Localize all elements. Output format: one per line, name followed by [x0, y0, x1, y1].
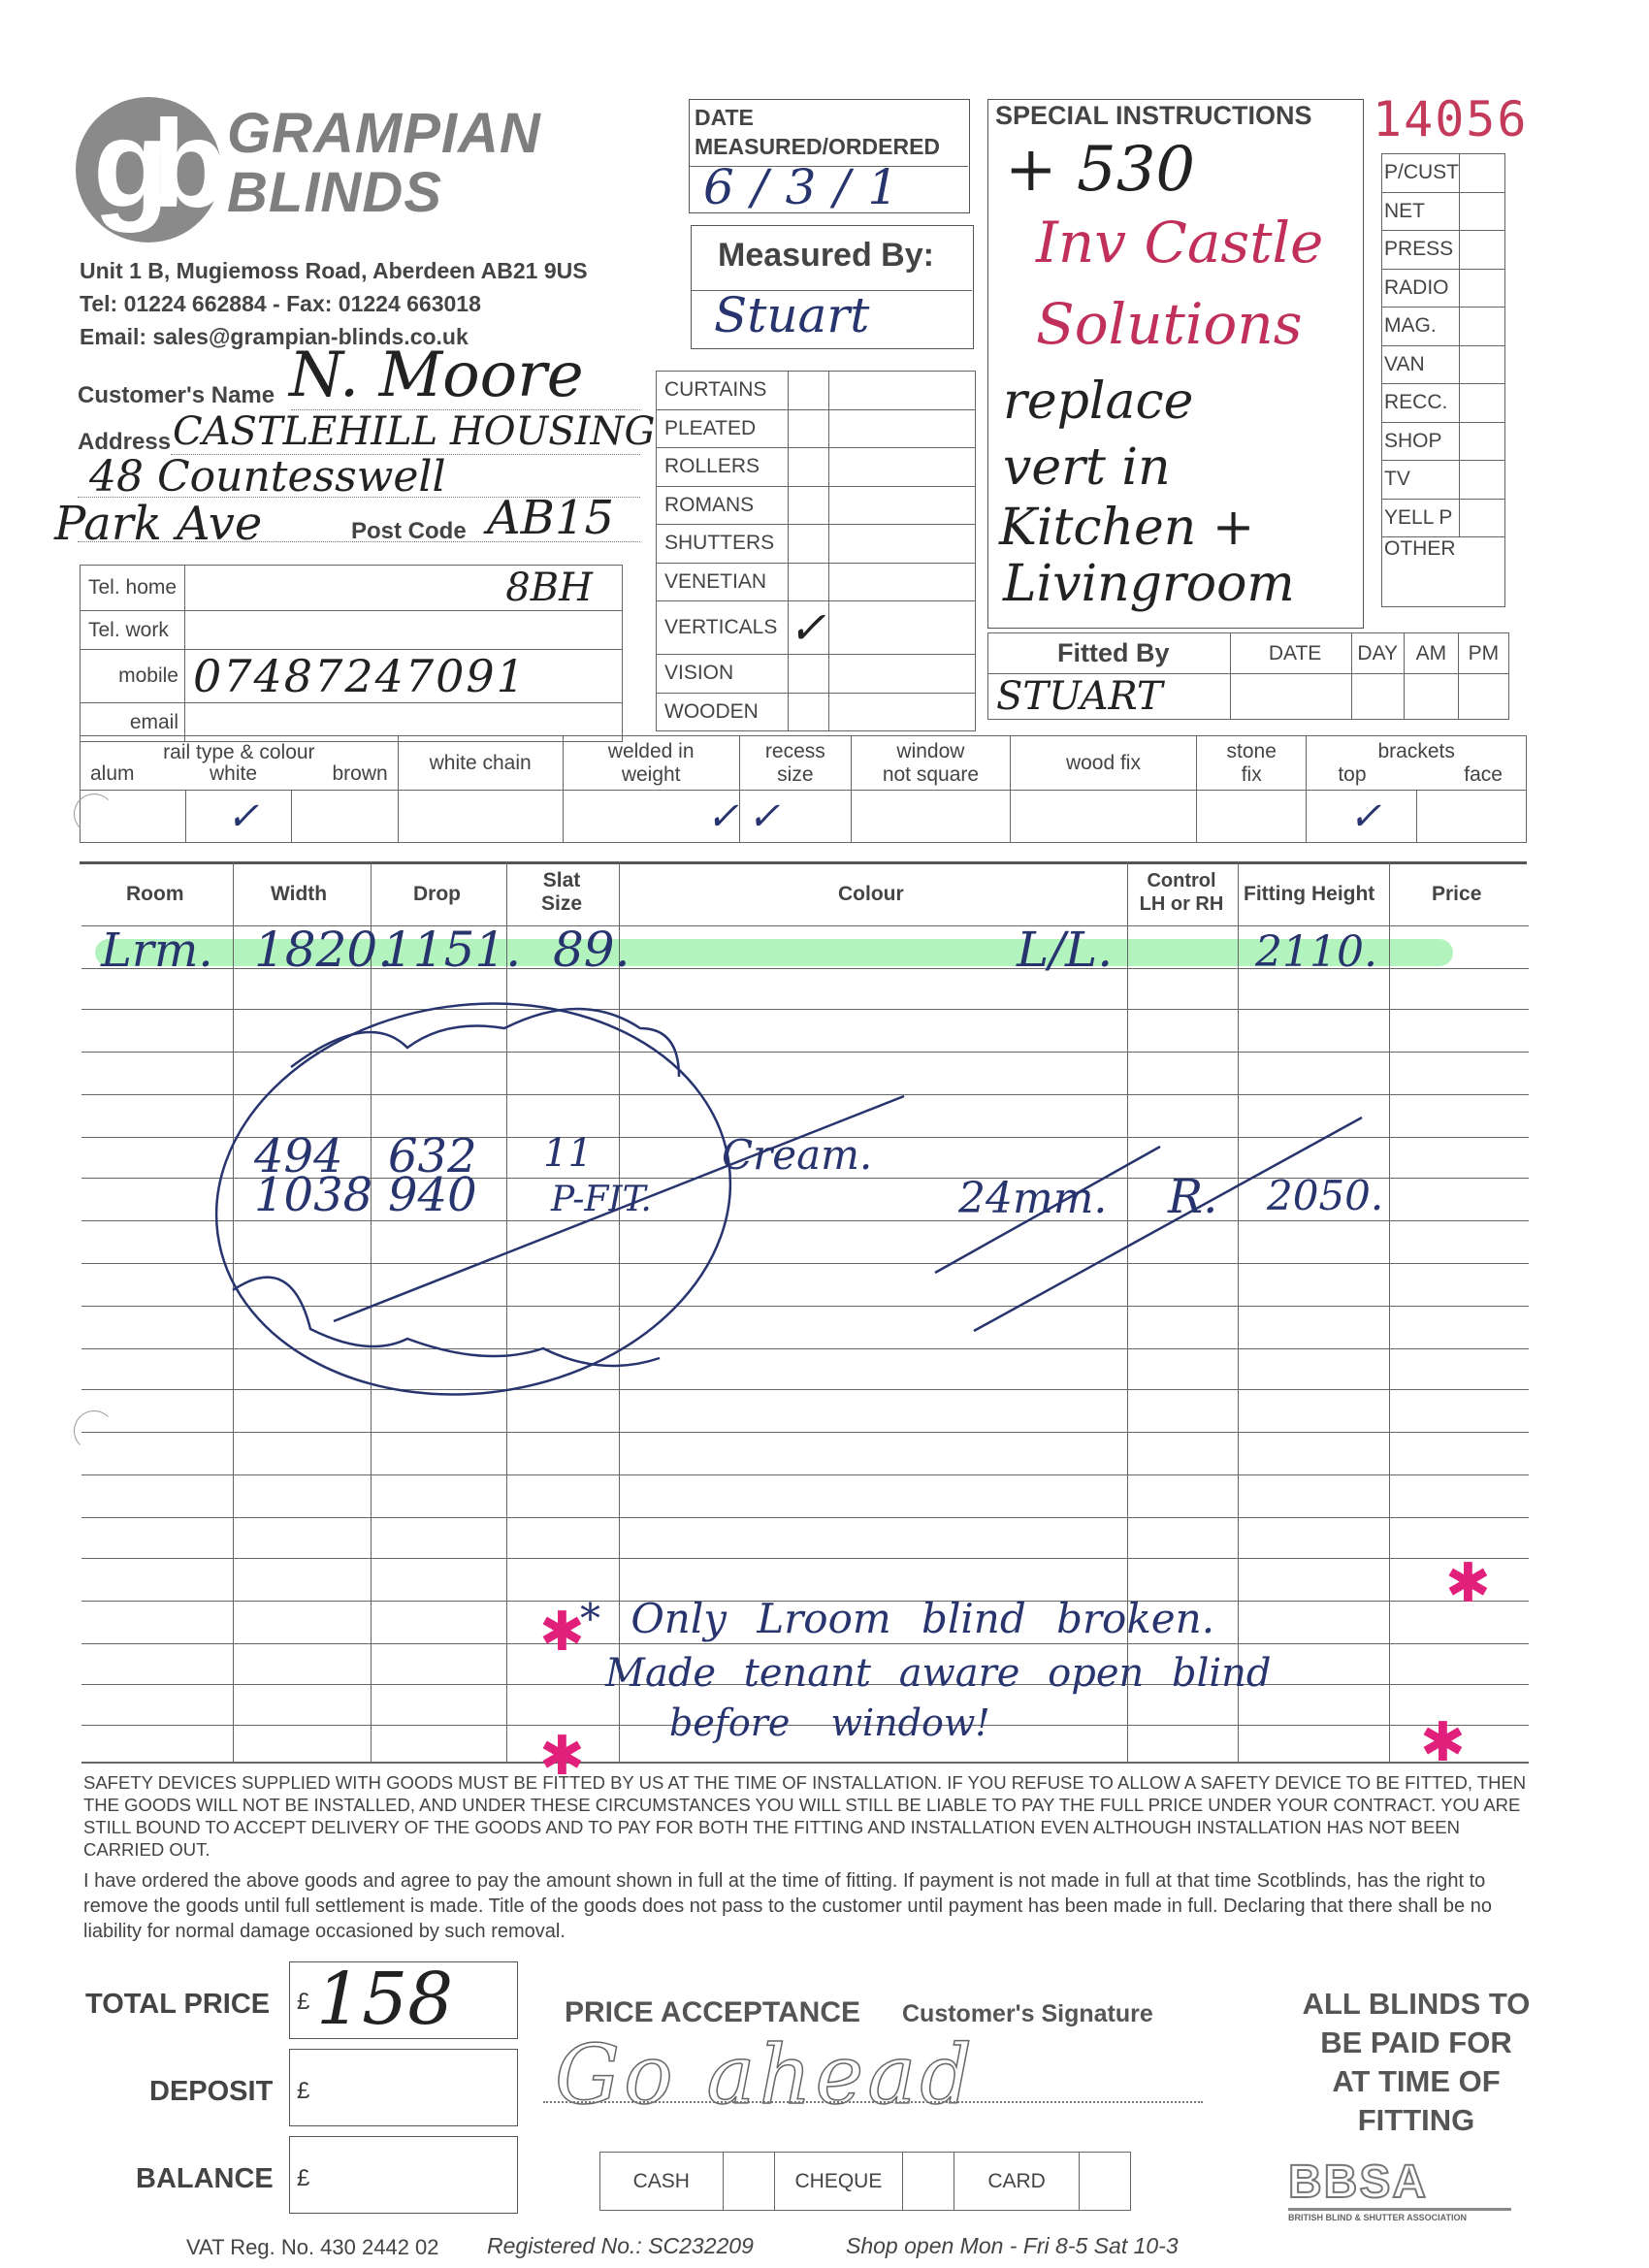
pink-mark-3: ✱ [539, 1725, 585, 1788]
special-instructions-label: SPECIAL INSTRUCTIONS [995, 101, 1312, 130]
special-note3[interactable]: Kitchen + [999, 499, 1255, 557]
customer-signature-label: Customer's Signature [902, 2000, 1153, 2027]
fitted-by-text: STUART [996, 674, 1163, 719]
total-price-label: TOTAL PRICE [85, 1989, 271, 2020]
source-option-label: RECC. [1382, 384, 1460, 423]
total-currency: £ [297, 1989, 310, 2015]
rail-type-label: rail type & colour [163, 740, 315, 763]
wood-fix-label: wood fix [1010, 736, 1196, 791]
company-name-line2: BLINDS [227, 161, 442, 224]
source-option-label: PRESS [1382, 231, 1460, 270]
notice-line3: AT TIME OF [1332, 2064, 1501, 2098]
crossed-slat-2: P-FIT. [551, 1180, 652, 1219]
deposit-label: DEPOSIT [149, 2076, 274, 2107]
company-address: Unit 1 B, Mugiemoss Road, Aberdeen AB21 9US [80, 258, 588, 283]
fitted-am-label: AM [1404, 633, 1458, 674]
header-control: Control LH or RH [1139, 870, 1224, 915]
stone-label-1: stone [1226, 739, 1277, 762]
tel-work-label: Tel. work [81, 611, 185, 650]
source-option-label: VAN [1382, 345, 1460, 384]
company-phone: Tel: 01224 662884 - Fax: 01224 663018 [80, 291, 481, 316]
agreement-text: I have ordered the above goods and agree to pay the amount shown in full at the time of fitting. If payment is not made in full at that time Scotblinds, has the right to remove the goods until full settlement is made. Title of the goods does not pass to the customer until payment has been made in full. Declaring that there shall be no liability for normal damage occasioned by such removal. [83, 1870, 1492, 1942]
header-width: Width [271, 883, 328, 905]
balance-label: BALANCE [136, 2163, 274, 2194]
crossed-fitting: 2050. [1267, 1172, 1384, 1219]
white-tick: ✓ [226, 794, 260, 839]
notice-line4: FITTING [1357, 2103, 1475, 2137]
payment-methods-table [599, 2152, 1131, 2211]
header-price: Price [1432, 883, 1482, 905]
order-number: 14056 [1373, 91, 1529, 147]
payment-notice [1242, 1985, 1591, 2140]
recess-label-2: size [777, 762, 814, 786]
header-colour: Colour [838, 883, 904, 905]
logo-letters: gb [93, 95, 210, 234]
crossed-slat-mm: 24mm. [958, 1174, 1108, 1223]
white-label: white [210, 761, 258, 785]
crossed-slat-1: 11 [543, 1131, 593, 1176]
wave-scribble-top [291, 1009, 679, 1077]
top-tick: ✓ [1348, 794, 1382, 839]
crossed-drop-2: 940 [388, 1168, 477, 1222]
address-line2[interactable]: 48 Countesswell [89, 452, 446, 502]
balance-currency: £ [297, 2165, 310, 2191]
crossed-width-2: 1038 [254, 1168, 373, 1222]
verticals-tick: ✓ [789, 601, 826, 654]
date-value[interactable]: 6/3/1 [703, 159, 917, 215]
mobile-text: 07487247091 [193, 650, 527, 702]
punch-hole-bottom [74, 1410, 114, 1451]
source-option-label: YELL P [1382, 499, 1460, 537]
special-note4[interactable]: Livingroom [1003, 555, 1295, 613]
row1-width[interactable]: 1820. [254, 922, 394, 978]
brown-label: brown [332, 761, 388, 785]
special-note1[interactable]: replace [1003, 373, 1194, 431]
price-acceptance-label: PRICE ACCEPTANCE [565, 1996, 861, 2028]
signature-value[interactable]: Go ahead [555, 2027, 977, 2122]
address-label: Address [78, 429, 172, 455]
address-line3[interactable]: Park Ave [54, 497, 263, 551]
row1-room[interactable]: Lrm. [101, 923, 213, 978]
notice-line2: BE PAID FOR [1320, 2025, 1512, 2059]
header-fitting: Fitting Height [1244, 883, 1375, 905]
card-check[interactable] [1079, 2153, 1130, 2211]
row1-drop[interactable]: 1151. [382, 922, 522, 978]
measured-by-label: Measured By: [718, 237, 934, 274]
note-line1: * Only Lroom blind broken. [580, 1595, 1215, 1642]
source-option-label: RADIO [1382, 269, 1460, 308]
stone-label-2: fix [1241, 762, 1262, 786]
header-drop: Drop [413, 883, 461, 905]
welded-label-1: welded in [607, 739, 695, 762]
pink-mark-2: ✱ [1445, 1552, 1491, 1615]
special-line3[interactable]: Solutions [1036, 291, 1303, 357]
signature-line [543, 2101, 1203, 2103]
product-type-label: SHUTTERS [657, 525, 789, 564]
recess-label-1: recess [764, 739, 825, 762]
vat-number: VAT Reg. No. 430 2442 02 [186, 2235, 439, 2259]
bbsa-sub: BRITISH BLIND & SHUTTER ASSOCIATION [1288, 2213, 1467, 2222]
registered-number: Registered No.: SC232209 [487, 2233, 754, 2258]
welded-tick: ✓ [706, 794, 739, 839]
product-type-label: WOODEN [657, 693, 789, 731]
cheque-check[interactable] [903, 2153, 954, 2211]
company-name-line1: GRAMPIAN [227, 102, 541, 165]
deposit-field[interactable] [289, 2049, 518, 2126]
row1-slat[interactable]: 89. [553, 922, 630, 978]
source-option-label: TV [1382, 461, 1460, 500]
postcode-value[interactable]: AB15 [487, 491, 615, 545]
top-label: top [1338, 762, 1367, 786]
card-label: CARD [954, 2153, 1080, 2211]
source-option-label: MAG. [1382, 308, 1460, 346]
note-line3: before window! [669, 1701, 990, 1744]
row1-control[interactable]: L/L. [1017, 922, 1114, 978]
punch-hole-top [74, 794, 114, 834]
measured-by-value[interactable]: Stuart [714, 287, 870, 343]
product-type-label: ROLLERS [657, 448, 789, 487]
pink-mark-1: ✱ [539, 1601, 585, 1664]
fitted-by-label: Fitted By [988, 633, 1231, 674]
total-price-value: 158 [316, 1958, 454, 2041]
cash-label: CASH [600, 2153, 724, 2211]
source-option-label: P/CUST [1382, 154, 1460, 193]
note-line2: Made tenant aware open blind [605, 1651, 1272, 1696]
special-line2[interactable]: Inv Castle [1036, 210, 1324, 275]
face-label: face [1464, 762, 1503, 786]
product-type-label: VENETIAN [657, 563, 789, 601]
crossed-width-1: 494 [254, 1129, 343, 1183]
address-line1[interactable]: CASTLEHILL HOUSING [173, 409, 656, 454]
brackets-label: brackets [1377, 739, 1455, 762]
product-type-label: VERTICALS [657, 601, 789, 655]
window-label-1: window [896, 739, 965, 762]
crossed-drop-1: 632 [388, 1129, 477, 1183]
mobile-label: mobile [81, 650, 185, 703]
header-slat: Slat Size [540, 869, 583, 915]
welded-label-2: weight [621, 762, 681, 786]
notice-line1: ALL BLINDS TO [1302, 1987, 1531, 2021]
shop-hours: Shop open Mon - Fri 8-5 Sat 10-3 [846, 2233, 1179, 2258]
recess-tick: ✓ [747, 794, 781, 839]
safety-text: SAFETY DEVICES SUPPLIED WITH GOODS MUST BE FITTED BY US AT THE TIME OF INSTALLATION. IF YOU REFUSE TO ALLOW A SAFETY DEVICE TO BE FITTED, THEN THE GOODS WILL NOT BE INSTALLED, AND UNDER THESE CIRCUMSTANCES YOU WILL STILL BE LIABLE TO PAY THE FULL PRICE UNDER YOUR CONTRACT. YOU ARE STILL BOUND TO ACCEPT DELIVERY OF THE GOODS AND TO PAY FOR BOTH THE FITTING AND INSTALLATION EVEN ALTHOUGH INSTALLATION HAS NOT BEEN CARRIED OUT. [83, 1772, 1527, 1860]
tel-home-label: Tel. home [81, 566, 185, 611]
deposit-currency: £ [297, 2078, 310, 2104]
date-label-1: DATE [695, 105, 754, 130]
fitted-pm-label: PM [1458, 633, 1508, 674]
crossed-control: R. [1168, 1170, 1218, 1224]
source-option-label: NET [1382, 192, 1460, 231]
strike-line-3 [974, 1118, 1362, 1331]
tel-home-text: 8BH [505, 566, 593, 610]
row1-fitting[interactable]: 2110. [1255, 927, 1377, 977]
cash-check[interactable] [723, 2153, 774, 2211]
fitted-date-label: DATE [1231, 633, 1351, 674]
product-type-label: CURTAINS [657, 372, 789, 410]
product-type-label: ROMANS [657, 486, 789, 525]
source-option-label: SHOP [1382, 422, 1460, 461]
header-room: Room [126, 883, 184, 905]
bbsa-logo-text: BBSA [1288, 2156, 1429, 2208]
company-email: Email: sales@grampian-blinds.co.uk [80, 324, 469, 349]
white-chain-label: white chain [398, 736, 563, 791]
customer-name-label: Customer's Name [78, 382, 275, 408]
window-label-2: not square [882, 762, 980, 786]
customer-name-value[interactable]: N. Moore [289, 340, 584, 411]
balance-field[interactable] [289, 2136, 518, 2214]
bbsa-logo [1288, 2156, 1511, 2222]
alum-label: alum [90, 761, 135, 785]
pink-mark-4: ✱ [1420, 1711, 1466, 1774]
special-line1[interactable]: + 530 [1005, 134, 1196, 206]
source-option-label: OTHER [1382, 537, 1505, 607]
date-label-2: MEASURED/ORDERED [695, 134, 941, 159]
product-type-label: PLEATED [657, 409, 789, 448]
fitted-day-label: DAY [1351, 633, 1404, 674]
cheque-label: CHEQUE [774, 2153, 903, 2211]
product-type-label: VISION [657, 655, 789, 694]
special-note2[interactable]: vert in [1003, 438, 1171, 497]
crossed-colour: Cream. [722, 1131, 873, 1179]
email-label: email [81, 703, 185, 742]
postcode-label: Post Code [351, 518, 467, 544]
